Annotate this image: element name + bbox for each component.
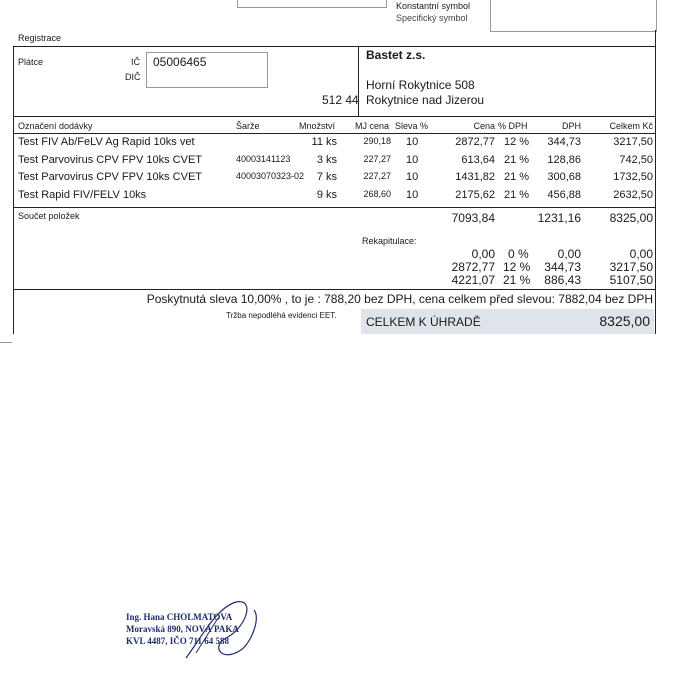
row-total: 742,50 [619, 154, 653, 166]
col-header-batch: Šarže [236, 121, 260, 131]
row-vat-pct: 21 % [504, 171, 530, 183]
recap-vat-pct: 0 % [508, 247, 529, 261]
stamp [126, 612, 266, 672]
recap-vat: 344,73 [544, 260, 581, 274]
row-batch: 40003141123 [236, 154, 291, 164]
row-total: 1732,50 [613, 171, 653, 183]
sum-vat: 1231,16 [537, 211, 581, 225]
row-unit-price: 227,27 [363, 154, 391, 164]
row-qty: 3 ks [316, 154, 337, 166]
row-discount: 10 [406, 136, 419, 148]
margin-tick [0, 342, 12, 343]
row-vat: 300,68 [547, 171, 581, 183]
sum-row [0, 211, 680, 227]
row-item: Test Rapid FIV/FELV 10ks [18, 189, 147, 201]
col-header-vat-pct: % DPH [498, 121, 528, 131]
stamp-line-1: Ing. Hana CHOLMATOVA [126, 612, 233, 622]
specificky-symbol-label: Specifický symbol [396, 13, 468, 23]
recap-vat: 886,43 [544, 273, 581, 287]
recipient-city: Rokytnice nad Jizerou [366, 93, 485, 107]
col-header-discount: Sleva % [395, 121, 429, 131]
recap-vat-pct: 12 % [503, 260, 531, 274]
row-discount: 10 [406, 154, 419, 166]
row-vat: 456,88 [547, 189, 581, 201]
row-unit-price: 268,60 [363, 189, 391, 199]
row-vat-pct: 21 % [504, 189, 530, 201]
recap-total: 5107,50 [609, 273, 653, 287]
table-row [0, 154, 680, 170]
stamp-line-2: Moravská 890, NOVÁ PAKA [126, 624, 239, 634]
recap-total: 3217,50 [609, 260, 653, 274]
sum-price: 7093,84 [451, 211, 495, 225]
row-item: Test Parvovirus CPV FPV 10ks CVET [18, 154, 202, 166]
recap-price: 0,00 [471, 247, 495, 261]
top-field-box-left [237, 0, 387, 8]
konstantni-symbol-label: Konstantní symbol [396, 1, 471, 11]
top-field-box-right [490, 0, 657, 32]
discount-note: Poskytnutá sleva 10,00% , to je : 788,20 bez DPH, cena celkem před slevou: 7882,04 bez DPH [146, 292, 653, 306]
row-vat: 128,86 [547, 154, 581, 166]
row-vat-pct: 12 % [504, 136, 530, 148]
row-vat-pct: 21 % [504, 154, 530, 166]
row-discount: 10 [406, 189, 419, 201]
recap-price: 4221,07 [451, 273, 495, 287]
row-qty: 9 ks [316, 189, 337, 201]
row-price: 613,64 [461, 154, 495, 166]
row-qty: 7 ks [316, 171, 337, 183]
table-row [0, 189, 680, 205]
recap-total: 0,00 [629, 247, 653, 261]
recipient-street: Horní Rokytnice 508 [366, 78, 475, 92]
row-total: 3217,50 [613, 136, 653, 148]
row-unit-price: 227,27 [363, 171, 391, 181]
grand-total-label: CELKEM K ÚHRADĚ [366, 315, 481, 329]
recap-price: 2872,77 [451, 260, 495, 274]
col-header-price: Cena [473, 121, 495, 131]
frame-top-line [13, 46, 655, 47]
table-row [0, 171, 680, 187]
table-header-bottom-line [13, 133, 655, 134]
row-item: Test Parvovirus CPV FPV 10ks CVET [18, 171, 202, 183]
grand-total-value: 8325,00 [599, 313, 650, 329]
table-header-top-line [13, 116, 655, 117]
row-unit-price: 290,18 [363, 136, 391, 146]
sum-label: Součet položek [18, 211, 80, 221]
recipient-zip: 512 44 [322, 93, 359, 107]
col-header-item: Označení dodávky [18, 121, 93, 131]
row-item: Test FIV Ab/FeLV Ag Rapid 10ks vet [18, 136, 195, 148]
recap-vat: 0,00 [557, 247, 581, 261]
table-bottom-line [13, 207, 655, 208]
row-vat: 344,73 [547, 136, 581, 148]
ic-label: IČ [131, 57, 140, 67]
row-total: 2632,50 [613, 189, 653, 201]
row-qty: 11 ks [311, 136, 337, 148]
eet-note: Tržba nepodléhá evidenci EET. [226, 311, 337, 320]
col-header-vat: DPH [561, 121, 581, 131]
recap-row [0, 273, 680, 289]
recap-vat-pct: 21 % [503, 273, 531, 287]
stamp-line-3: KVL 4487, IČO 711 64 588 [126, 636, 230, 646]
row-price: 2872,77 [455, 136, 495, 148]
table-row [0, 136, 680, 152]
dic-label: DIČ [125, 72, 141, 82]
row-batch: 40003070323-02 [236, 171, 305, 181]
table-header [0, 121, 680, 137]
row-discount: 10 [406, 171, 419, 183]
recap-bottom-line [13, 289, 655, 290]
row-price: 2175,62 [455, 189, 495, 201]
recap-label: Rekapitulace: [362, 236, 417, 246]
recipient-name: Bastet z.s. [366, 48, 426, 62]
platce-label: Plátce [18, 57, 44, 67]
ic-value: 05006465 [153, 55, 207, 69]
row-price: 1431,82 [455, 171, 495, 183]
registrace-label: Registrace [18, 33, 62, 43]
col-header-qty: Množství [299, 121, 336, 131]
sum-total: 8325,00 [609, 211, 653, 225]
col-header-total: Celkem Kč [609, 121, 653, 131]
col-header-unit-price: MJ cena [355, 121, 390, 131]
